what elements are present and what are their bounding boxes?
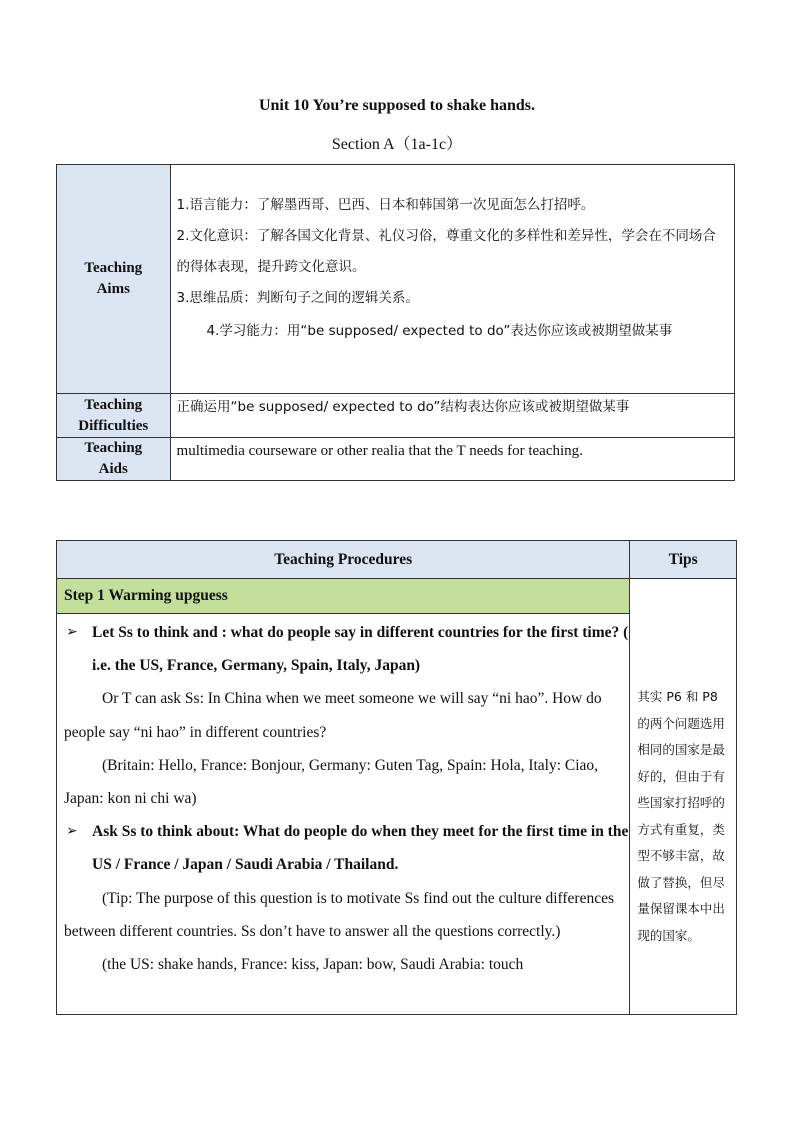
teaching-aims-content — [170, 165, 734, 394]
step-title: Step 1 Warming upguess — [57, 579, 630, 614]
teaching-info-table — [56, 164, 735, 481]
document-title: Unit 10 You’re supposed to shake hands. — [258, 97, 536, 114]
arrow-bullet-icon: ➢ — [66, 823, 78, 840]
teaching-procedures-table — [56, 540, 737, 1015]
table-row — [57, 438, 735, 481]
arrow-bullet-icon: ➢ — [66, 624, 78, 640]
tips-header: Tips — [630, 541, 737, 579]
procedures-content — [57, 614, 630, 1015]
aim-item: 2.文化意识：了解各国文化背景、礼仪习俗，尊重文化的多样性和差异性，学会在不同场合的得体表现，提升跨文化意识。 — [176, 228, 716, 275]
aim-item: 3.思维品质：判断句子之间的逻辑关系。 — [176, 290, 419, 306]
table-row — [57, 165, 735, 394]
paragraph: Or T can ask Ss: In China when we meet someone we will say “ni hao”. How do people say “ni hao” in different countries? — [64, 690, 602, 741]
aim-item: 1.语言能力：了解墨西哥、巴西、日本和韩国第一次见面怎么打招呼。 — [176, 197, 595, 213]
procedures-header: Teaching Procedures — [57, 541, 630, 579]
teaching-difficulties-label: Teaching Difficulties — [57, 394, 171, 438]
tips-cell — [630, 579, 737, 1015]
teaching-aids-content: multimedia courseware or other realia that the T needs for teaching. — [170, 438, 734, 481]
teaching-difficulties-content: 正确运用“be supposed/ expected to do”结构表达你应该或被期望做某事 — [170, 394, 734, 438]
table-row — [57, 579, 737, 614]
table-row — [57, 394, 735, 438]
paragraph: (Tip: The purpose of this question is to motivate Ss find out the culture differences between different countries. Ss don’t have to answer all the questions correctly.) — [64, 889, 615, 940]
section-subtitle: Section A（1a-1c） — [331, 136, 463, 153]
teaching-aims-label: Teaching Aims — [57, 165, 171, 394]
paragraph: (Britain: Hello, France: Bonjour, Germany: Guten Tag, Spain: Hola, Italy: Ciao, Japan: kon ni chi wa) — [64, 756, 599, 808]
paragraph: (the US: shake hands, France: kiss, Japan: bow, Saudi Arabia: touch — [102, 956, 524, 974]
teaching-aids-label: Teaching Aids — [57, 438, 171, 481]
tips-text: 其实 P6 和 P8 的两个问题选用相同的国家是最好的，但由于有些国家打招呼的方式有重复，类型不够丰富，故做了替换，但尽量保留课本中出现的国家。 — [637, 689, 725, 943]
list-item: ➢ Ask Ss to think about: What do people do when they meet for the first time in the US / France / Japan / Saudi Arabia / Thailand. — [64, 815, 629, 881]
aim-item: 4.学习能力：用“be supposed/ expected to do”表达你应该或被期望做某事 — [206, 323, 673, 339]
table-row — [57, 541, 737, 579]
list-item: ➢ Let Ss to think and : what do people say in different countries for the first time? ( i.e. the US, France, Germany, Spain, Italy, Japan) — [64, 616, 629, 682]
